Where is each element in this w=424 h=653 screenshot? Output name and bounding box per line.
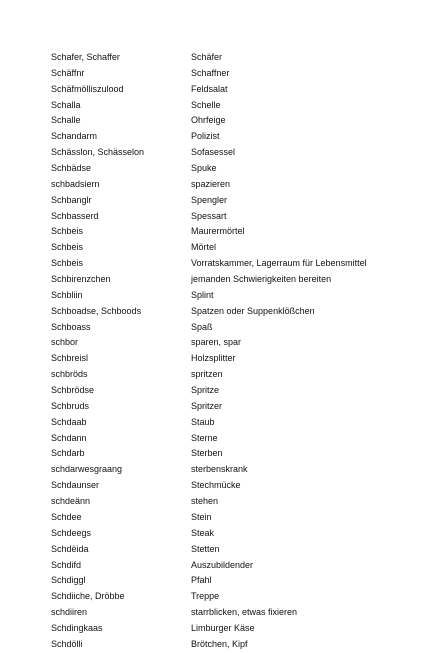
glossary-row bbox=[51, 209, 391, 225]
standard-german-meaning: sterbenskrank bbox=[191, 464, 248, 475]
glossary-row bbox=[51, 446, 391, 462]
standard-german-meaning: spazieren bbox=[191, 178, 231, 189]
glossary-row bbox=[51, 145, 391, 161]
dialect-term: schbröds bbox=[51, 369, 88, 380]
standard-german-meaning: spritzen bbox=[191, 369, 223, 380]
dialect-term: Schässlon, Schässelon bbox=[51, 147, 145, 158]
dialect-term: Schdaunser bbox=[51, 480, 100, 491]
standard-german-meaning: Auszubildender bbox=[191, 559, 254, 570]
dialect-term: schbor bbox=[51, 337, 79, 348]
standard-german-meaning: Ohrfeige bbox=[191, 115, 226, 126]
glossary-row bbox=[51, 415, 391, 431]
glossary-row bbox=[51, 320, 391, 336]
standard-german-meaning: sparen, spar bbox=[191, 337, 242, 348]
glossary-row bbox=[51, 256, 391, 272]
glossary-row bbox=[51, 224, 391, 240]
glossary-row bbox=[51, 50, 391, 66]
standard-german-meaning: Sterne bbox=[191, 432, 218, 443]
standard-german-meaning: Mörtel bbox=[191, 242, 217, 253]
glossary-row bbox=[51, 494, 391, 510]
standard-german-meaning: Spritzer bbox=[191, 400, 223, 411]
dialect-term: Schdëida bbox=[51, 543, 89, 554]
dialect-term: Schandarm bbox=[51, 131, 98, 142]
dialect-term: Schdee bbox=[51, 511, 82, 522]
glossary-row bbox=[51, 193, 391, 209]
standard-german-meaning: Staub bbox=[191, 416, 215, 427]
glossary-row bbox=[51, 573, 391, 589]
standard-german-meaning: Brötchen, Kipf bbox=[191, 638, 248, 649]
standard-german-meaning: Limburger Käse bbox=[191, 622, 255, 633]
glossary-row bbox=[51, 98, 391, 114]
dialect-term: Schbruds bbox=[51, 400, 90, 411]
standard-german-meaning: Spuke bbox=[191, 163, 217, 174]
glossary-row bbox=[51, 589, 391, 605]
dialect-term: Schafer, Schaffer bbox=[51, 52, 120, 62]
standard-german-meaning: Polizist bbox=[191, 131, 220, 142]
standard-german-meaning: Spaß bbox=[191, 321, 213, 332]
standard-german-meaning: Spessart bbox=[191, 210, 227, 221]
standard-german-meaning: Steak bbox=[191, 527, 215, 538]
glossary-row bbox=[51, 113, 391, 129]
standard-german-meaning: starrblicken, etwas fixieren bbox=[191, 607, 298, 618]
dialect-term: Schäfmölliszulood bbox=[51, 83, 124, 94]
dialect-term: Schbanglr bbox=[51, 194, 92, 205]
dialect-term: Schdann bbox=[51, 432, 87, 443]
glossary-row bbox=[51, 510, 391, 526]
glossary-row bbox=[51, 288, 391, 304]
standard-german-meaning: Spengler bbox=[191, 194, 228, 205]
glossary-row bbox=[51, 542, 391, 558]
standard-german-meaning: Schelle bbox=[191, 99, 221, 110]
dialect-term: Schdifd bbox=[51, 559, 82, 570]
dialect-term: Schdiiche, Dröbbe bbox=[51, 591, 125, 602]
glossary-row bbox=[51, 621, 391, 637]
standard-german-meaning: Stein bbox=[191, 511, 212, 522]
glossary-row bbox=[51, 637, 391, 653]
dialect-term: Schboadse, Schboods bbox=[51, 305, 142, 316]
glossary-row bbox=[51, 478, 391, 494]
glossary-row bbox=[51, 66, 391, 82]
dialect-term: Schbeis bbox=[51, 258, 84, 269]
standard-german-meaning: Treppe bbox=[191, 591, 220, 602]
glossary-row bbox=[51, 526, 391, 542]
standard-german-meaning: Sterben bbox=[191, 448, 223, 459]
glossary-row bbox=[51, 351, 391, 367]
standard-german-meaning: Spatzen oder Suppenklößchen bbox=[191, 305, 315, 316]
standard-german-meaning: jemanden Schwierigkeiten bereiten bbox=[191, 274, 332, 285]
glossary-row bbox=[51, 367, 391, 383]
glossary-row bbox=[51, 558, 391, 574]
glossary-row bbox=[51, 431, 391, 447]
standard-german-meaning: Schäfer bbox=[191, 52, 223, 62]
glossary-row bbox=[51, 177, 391, 193]
dialect-term: Schäffnr bbox=[51, 67, 85, 78]
dialect-term: Schdölli bbox=[51, 638, 83, 649]
standard-german-meaning: Stechmücke bbox=[191, 480, 241, 491]
glossary-row bbox=[51, 129, 391, 145]
dialect-term: Schdaab bbox=[51, 416, 87, 427]
standard-german-meaning: stehen bbox=[191, 496, 219, 507]
standard-german-meaning: Pfahl bbox=[191, 575, 212, 586]
standard-german-meaning: Sofasessel bbox=[191, 147, 236, 158]
dialect-term: Schbirenzchen bbox=[51, 274, 111, 285]
glossary-row bbox=[51, 605, 391, 621]
dialect-term: Schbeis bbox=[51, 242, 84, 253]
dialect-term: Schbreisl bbox=[51, 353, 89, 364]
glossary-table bbox=[51, 50, 391, 653]
glossary-row bbox=[51, 383, 391, 399]
glossary-row bbox=[51, 272, 391, 288]
standard-german-meaning: Holzsplitter bbox=[191, 353, 236, 364]
dialect-term: Schboass bbox=[51, 321, 91, 332]
standard-german-meaning: Vorratskammer, Lagerraum für Lebensmittel bbox=[191, 258, 367, 269]
dialect-term: schbadsiern bbox=[51, 178, 100, 189]
dialect-term: Schbeis bbox=[51, 226, 84, 237]
dialect-term: schdarwesgraang bbox=[51, 464, 123, 475]
standard-german-meaning: Splint bbox=[191, 289, 214, 300]
glossary-row bbox=[51, 82, 391, 98]
standard-german-meaning: Spritze bbox=[191, 385, 220, 396]
dialect-term: Schbrödse bbox=[51, 385, 95, 396]
dialect-term: schdeänn bbox=[51, 496, 91, 507]
standard-german-meaning: Maurermörtel bbox=[191, 226, 245, 237]
glossary-row bbox=[51, 335, 391, 351]
glossary-row bbox=[51, 399, 391, 415]
dialect-term: Schalla bbox=[51, 99, 81, 110]
dialect-term: Schbasserd bbox=[51, 210, 99, 221]
glossary-row bbox=[51, 161, 391, 177]
standard-german-meaning: Feldsalat bbox=[191, 83, 228, 94]
dialect-term: Schalle bbox=[51, 115, 81, 126]
dialect-term: Schdarb bbox=[51, 448, 85, 459]
standard-german-meaning: Stetten bbox=[191, 543, 220, 554]
glossary-row bbox=[51, 304, 391, 320]
glossary-row bbox=[51, 462, 391, 478]
dialect-term: Schdingkaas bbox=[51, 622, 103, 633]
dialect-term: Schbädse bbox=[51, 163, 92, 174]
dialect-term: schdiiren bbox=[51, 607, 88, 618]
standard-german-meaning: Schaffner bbox=[191, 67, 230, 78]
glossary-row bbox=[51, 240, 391, 256]
dialect-term: Schdeegs bbox=[51, 527, 92, 538]
dialect-term: Schdiggl bbox=[51, 575, 86, 586]
dialect-term: Schbliin bbox=[51, 289, 83, 300]
